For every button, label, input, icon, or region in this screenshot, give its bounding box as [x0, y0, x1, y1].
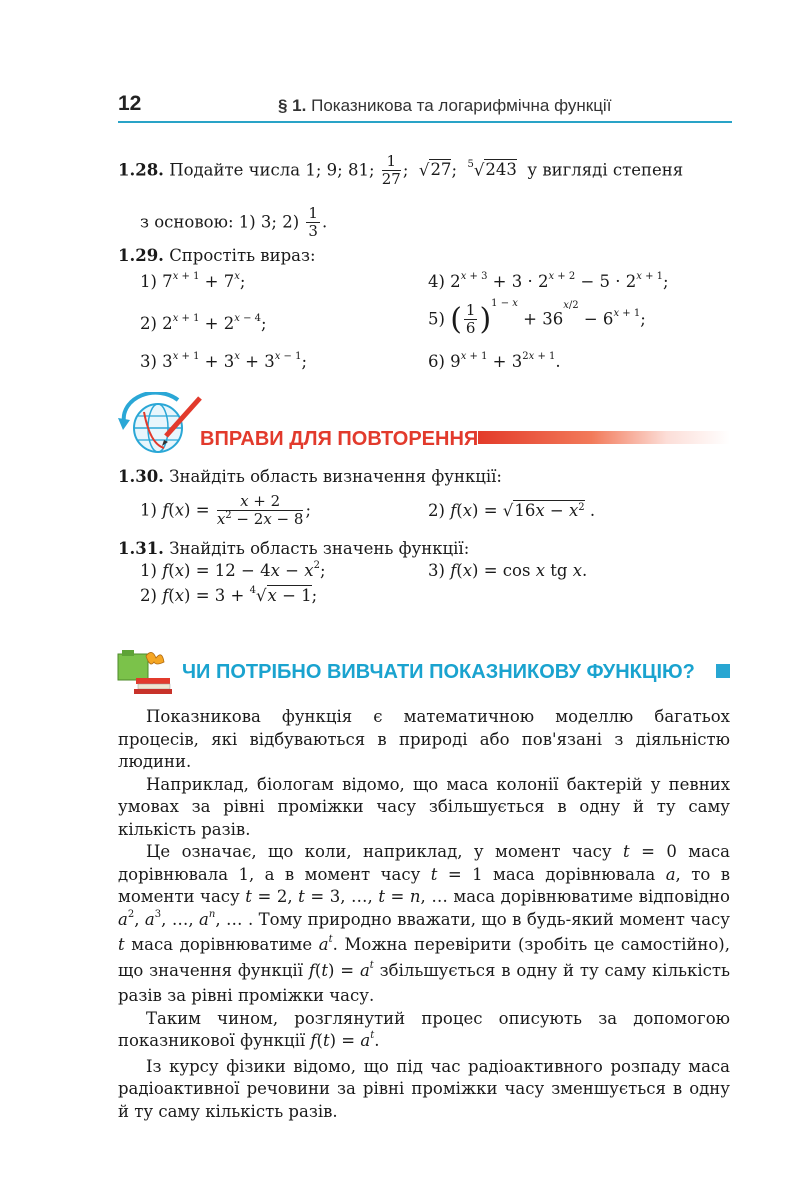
exercise-number: 1.30. — [118, 467, 164, 486]
fraction — [382, 153, 401, 189]
expr-3: 3) $3^{x + 1} + 3^x + 3^{x - 1}$; — [140, 351, 308, 371]
section-title-repeat: ВПРАВИ ДЛЯ ПОВТОРЕННЯ — [200, 428, 479, 450]
expr-2: 2) $2^{x + 1} + 2^{x - 4}$; — [140, 313, 267, 333]
expr-5: 5) ( $\frac{1}{6}$ )$^{1 - x} + 36^{x/2} - 6^{x + 1}$; — [428, 298, 646, 338]
section-mark: § 1. — [278, 96, 307, 115]
expr-1: 1) $7^{x + 1} + 7^x$; — [140, 271, 246, 291]
section-title: Показникова та логарифмічна функції — [311, 96, 612, 115]
separator: ; — [402, 160, 409, 180]
section-decor-bar — [478, 431, 730, 444]
denominator: 27 — [381, 170, 401, 189]
sqrt-value: 27 — [430, 160, 452, 180]
separator: ; — [451, 160, 457, 180]
expr-4: 4) $2^{x + 3} + 3 \cdot 2^{x + 2} - 5 \cdot 2^{x + 1}$; — [428, 271, 669, 291]
exercise-1-28-line2 — [140, 205, 327, 241]
numerator: 1 — [382, 153, 401, 171]
exercise-text: Знайдіть область значень функції: — [169, 539, 470, 558]
exercise-1-28: 1.28. Подайте числа 1; 9; 81; $\frac{1}{27}$ ; √27; $^5$√243 у вигляді степеня — [118, 152, 684, 189]
paragraph: Таким чином, розглянутий процес описують за допомогою показникової функції $f(t) = a^t$. — [118, 1008, 730, 1050]
page-number: 12 — [118, 92, 142, 115]
exercise-text: Знайдіть область визначення функції: — [169, 467, 502, 486]
exercise-text: Спростіть вираз: — [169, 246, 316, 265]
exercise-text: з основою: 1) 3; 2) — [140, 212, 300, 232]
globe-pencil-icon — [118, 392, 202, 458]
exercise-number: 1.29. — [118, 246, 164, 265]
period: . — [321, 212, 328, 232]
body-text — [118, 706, 730, 1123]
running-header — [278, 96, 611, 116]
fraction: $\frac{1}{6}$ — [465, 301, 476, 338]
header-rule — [118, 121, 732, 123]
expr-130-2: 2) $f(x) = √16x - x^2$ . — [428, 501, 596, 520]
expr-131-2: 2) f(x) = 3 + $^4$√x − 1; — [140, 585, 318, 605]
exercise-text: Подайте числа 1; 9; 81; — [169, 160, 375, 180]
paragraph: Із курсу фізики відомо, що під час радіоактивного розпаду маса радіоактивної речовини за рівні проміжки часу зменшується в одну й ту саму кількість разів. — [118, 1056, 730, 1121]
expr-130-1: 1) f(x) = $\frac{x + 2}{x^2 - 2x - 8}$ ; — [140, 492, 311, 529]
books-butterfly-icon — [116, 648, 174, 694]
root-index: 5 — [467, 159, 474, 171]
exercise-1-31 — [118, 541, 469, 558]
exercise-text: у вигляді степеня — [527, 160, 684, 180]
expr-131-1: 1) $f(x) = 12 - 4x - x^2$; — [140, 560, 326, 580]
expr-6: 6) $9^{x + 1} + 3^{2x + 1}$. — [428, 351, 561, 371]
fraction: $\frac{x + 2}{x^2 - 2x - 8}$ — [216, 492, 304, 529]
section-decor-square — [716, 664, 730, 678]
denominator: 3 — [308, 222, 318, 241]
exercise-number: 1.28. — [118, 160, 164, 180]
numerator: 1 — [308, 204, 318, 222]
exercise-number: 1.31. — [118, 539, 164, 558]
paragraph: Наприклад, біологам відомо, що маса колонії бактерій у певних умовах за рівні проміжки часу збільшується в одну й ту саму кількість разів. — [118, 774, 730, 839]
paragraph: Показникова функція є математичною моделлю багатьох процесів, які відбуваються в природі або пов'язані з діяльністю людини. — [118, 707, 730, 771]
fraction — [306, 205, 320, 241]
exercise-1-30 — [118, 469, 502, 486]
section-title-question: ЧИ ПОТРІБНО ВИВЧАТИ ПОКАЗНИКОВУ ФУНКЦІЮ? — [182, 661, 695, 683]
paragraph: Це означає, що коли, наприклад, у момент часу t = 0 маса дорівнювала 1, а в момент часу t = 1 маса дорівнювала a, то в моменти часу t = 2, t = 3, …, t = n, … маса дорівнюватиме відповідно $a^2$, $a^3$, …, $a^n$, … . Тому природно вважати, що в будь-який момент часу t маса дорівнюватиме $a^t$. Можна перевірити (зробіть це самостійно), що значення функції $f(t) = a^t$ збільшується в одну й ту саму кількість разів за рівні проміжки часу. — [118, 842, 731, 1005]
expr-131-3: 3) f(x) = cos x tg x. — [428, 561, 588, 580]
exercise-1-29 — [118, 248, 316, 265]
root-value: 243 — [485, 160, 517, 180]
